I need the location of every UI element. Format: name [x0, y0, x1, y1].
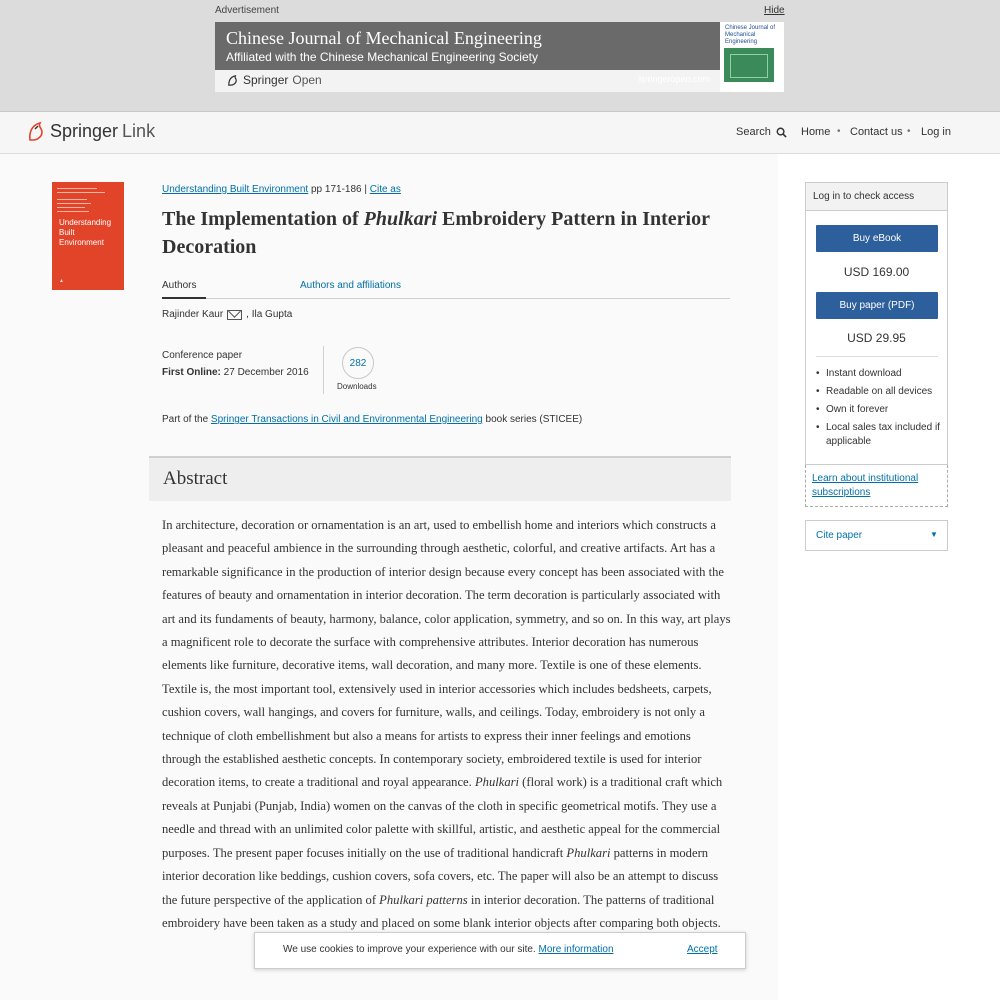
- ad-title: Chinese Journal of Mechanical Engineering: [226, 28, 542, 48]
- paper-price: USD 29.95: [847, 331, 906, 345]
- cookie-text: [283, 944, 614, 955]
- cite-paper-label: Cite paper: [816, 530, 863, 541]
- feature-item: • Instant download: [816, 367, 944, 381]
- abstract-italic: Phulkari: [474, 775, 520, 790]
- nav-separator: •: [907, 126, 911, 137]
- ad-subtitle: Affiliated with the Chinese Mechanical Engineering Society: [226, 50, 538, 64]
- abstract-part: patterns in modern interior decoration like beddings, cushion covers, sofa covers, etc. The paper will also be an attempt to discuss the future perspective of the application of: [162, 845, 719, 907]
- cite-as-link[interactable]: Cite as: [369, 184, 401, 195]
- logo-brand: Springer: [50, 120, 119, 141]
- series-prefix: Part of the: [162, 414, 211, 425]
- abstract-part: in interior decoration. The patterns of traditional embroidery have been taken as a study and placed on some blank interior objects after comparing both objects.: [162, 892, 721, 930]
- first-online: [162, 364, 309, 381]
- nav-contact-us[interactable]: Contact us: [850, 126, 903, 138]
- logo-link: Link: [122, 120, 156, 141]
- book-cover[interactable]: [52, 182, 124, 290]
- cover-line: [57, 207, 85, 208]
- page-range: pp 171-186 |: [308, 184, 370, 195]
- feature-item: • Local sales tax included if applicable: [816, 421, 944, 449]
- purchase-panel-header: [806, 183, 947, 211]
- springer-open-logo: [226, 73, 322, 87]
- nav-log-in[interactable]: Log in: [921, 126, 951, 138]
- buy-ebook-button[interactable]: Buy eBook: [816, 225, 938, 252]
- springer-horse-icon: [26, 120, 46, 142]
- downloads-count: 282: [342, 347, 374, 379]
- abstract-heading: Abstract: [163, 468, 228, 489]
- accept-cookies-button[interactable]: Accept: [687, 944, 718, 955]
- author-name[interactable]: , Ila Gupta: [246, 309, 293, 320]
- abstract-part: (floral work) is a traditional craft which reveals at Punjabi (Punjab, India) women on the canvas of the cloth in specific geometrical motifs. They use a needle and thread with an unlimited color palette with skillful, artistic, and aesthetic appeal for the commercial purposes. The present paper focuses initially on the use of traditional handicraft: [162, 775, 723, 860]
- first-online-label: First Online:: [162, 367, 221, 378]
- abstract-section-header[interactable]: [149, 456, 731, 501]
- springer-horse-icon: [226, 74, 239, 87]
- ad-cover-title: Chinese Journal of Mechanical Engineering: [725, 25, 776, 45]
- site-header: [0, 112, 1000, 154]
- login-to-check-access[interactable]: Log in to check access: [813, 191, 915, 202]
- feature-item: • Readable on all devices: [816, 385, 944, 399]
- ad-banner[interactable]: [215, 22, 784, 92]
- title-italic: Phulkari: [363, 208, 438, 230]
- search-icon: [776, 127, 787, 138]
- cover-line: [57, 188, 97, 189]
- cover-publisher-mark: ▲: [59, 278, 64, 284]
- paper-meta: [162, 347, 309, 381]
- institutional-subscriptions-link[interactable]: Learn about institutional subscriptions: [812, 473, 919, 498]
- cite-paper-dropdown[interactable]: [805, 520, 948, 551]
- cover-title: Understanding Built Environment: [59, 218, 112, 247]
- cookie-banner: [254, 932, 746, 969]
- author-list: [162, 309, 292, 320]
- tab-authors-affiliations[interactable]: Authors and affiliations: [300, 280, 401, 291]
- cover-line: [57, 211, 89, 212]
- author-name[interactable]: Rajinder Kaur: [162, 309, 224, 320]
- ad-cover-graphic: [724, 48, 774, 82]
- chevron-down-icon: ▼: [930, 530, 938, 539]
- paper-type: Conference paper: [162, 350, 243, 361]
- hide-ad-link[interactable]: Hide: [764, 5, 785, 16]
- springer-link-logo[interactable]: [26, 120, 155, 142]
- nav-separator: •: [837, 126, 841, 137]
- series-suffix: book series (STICEE): [482, 414, 583, 425]
- abstract-part: In architecture, decoration or ornamentation is an art, used to embellish home and interiors which constructs a pleasant and peaceful ambience in the surrounding through aesthetic, colorful, and creative artifacts. Art has a remarkable significance in the production of interior design because every concept has been associated with the features of beauty and ornamentation in interior decoration. The term decoration is particularly associated with art and its fundaments of beauty, harmony, balance, color application, symmetry, and so on. In this way, art plays a magnificent role to decorate the surface with comprehensive attributes. Interior decoration has numerous elements like furniture, decorative items, wall decoration, and many more. Textile is one of these elements. Textile is, the most important tool, extensively used in interior accessories which includes bedsheets, carpets, cushion covers, wall hangings, and covers for furniture, walls, and ceilings. Today, embroidery is not only a technique of cloth embellishment but also a means for artists to express their inner feelings and emotions through the established aesthetic concepts. In contemporary society, embroidered textile is used for interior decoration items, to create a traditional and royal appearance.: [162, 518, 731, 790]
- series-link[interactable]: Springer Transactions in Civil and Environmental Engineering: [210, 414, 483, 425]
- nav-home[interactable]: Home: [801, 126, 831, 138]
- feature-list: [816, 367, 944, 453]
- downloads-label: Downloads: [337, 382, 377, 391]
- tab-authors[interactable]: Authors: [162, 280, 206, 299]
- title-part-2: Embroidery Pattern in Interior Decoration: [162, 208, 710, 258]
- page-title: [162, 205, 737, 261]
- meta-divider: [323, 346, 324, 394]
- divider: [816, 356, 938, 357]
- ebook-price: USD 169.00: [843, 265, 910, 279]
- abstract-italic: Phulkari: [566, 845, 611, 860]
- cookie-message: We use cookies to improve your experience with our site.: [283, 944, 539, 955]
- feature-item: • Own it forever: [816, 403, 944, 417]
- abstract-italic: Phulkari patterns: [379, 892, 468, 907]
- cover-line: [57, 203, 91, 204]
- purchase-panel: [805, 182, 948, 465]
- ad-logo-open: Open: [292, 73, 322, 87]
- breadcrumb: [162, 184, 401, 195]
- author-tabs: [162, 280, 730, 299]
- institutional-box: [805, 465, 948, 507]
- buy-paper-button[interactable]: Buy paper (PDF): [816, 292, 938, 319]
- email-icon[interactable]: [227, 310, 242, 320]
- title-part-1: The Implementation of: [162, 208, 364, 230]
- ad-logo-brand: Springer: [243, 73, 289, 87]
- more-information-link[interactable]: More information: [538, 944, 614, 955]
- book-series: [162, 414, 582, 425]
- abstract-text: [162, 514, 732, 935]
- advertisement-label: Advertisement: [215, 5, 279, 16]
- cover-line: [57, 199, 87, 200]
- search-label: Search: [736, 126, 771, 138]
- first-online-date: 27 December 2016: [220, 367, 309, 378]
- cover-line: [57, 192, 105, 193]
- search-button[interactable]: [736, 126, 787, 138]
- advertisement-bar: [0, 0, 1000, 112]
- ad-url: springeropen.com: [638, 74, 711, 84]
- book-link[interactable]: Understanding Built Environment: [162, 184, 309, 195]
- ad-journal-cover: [720, 22, 784, 92]
